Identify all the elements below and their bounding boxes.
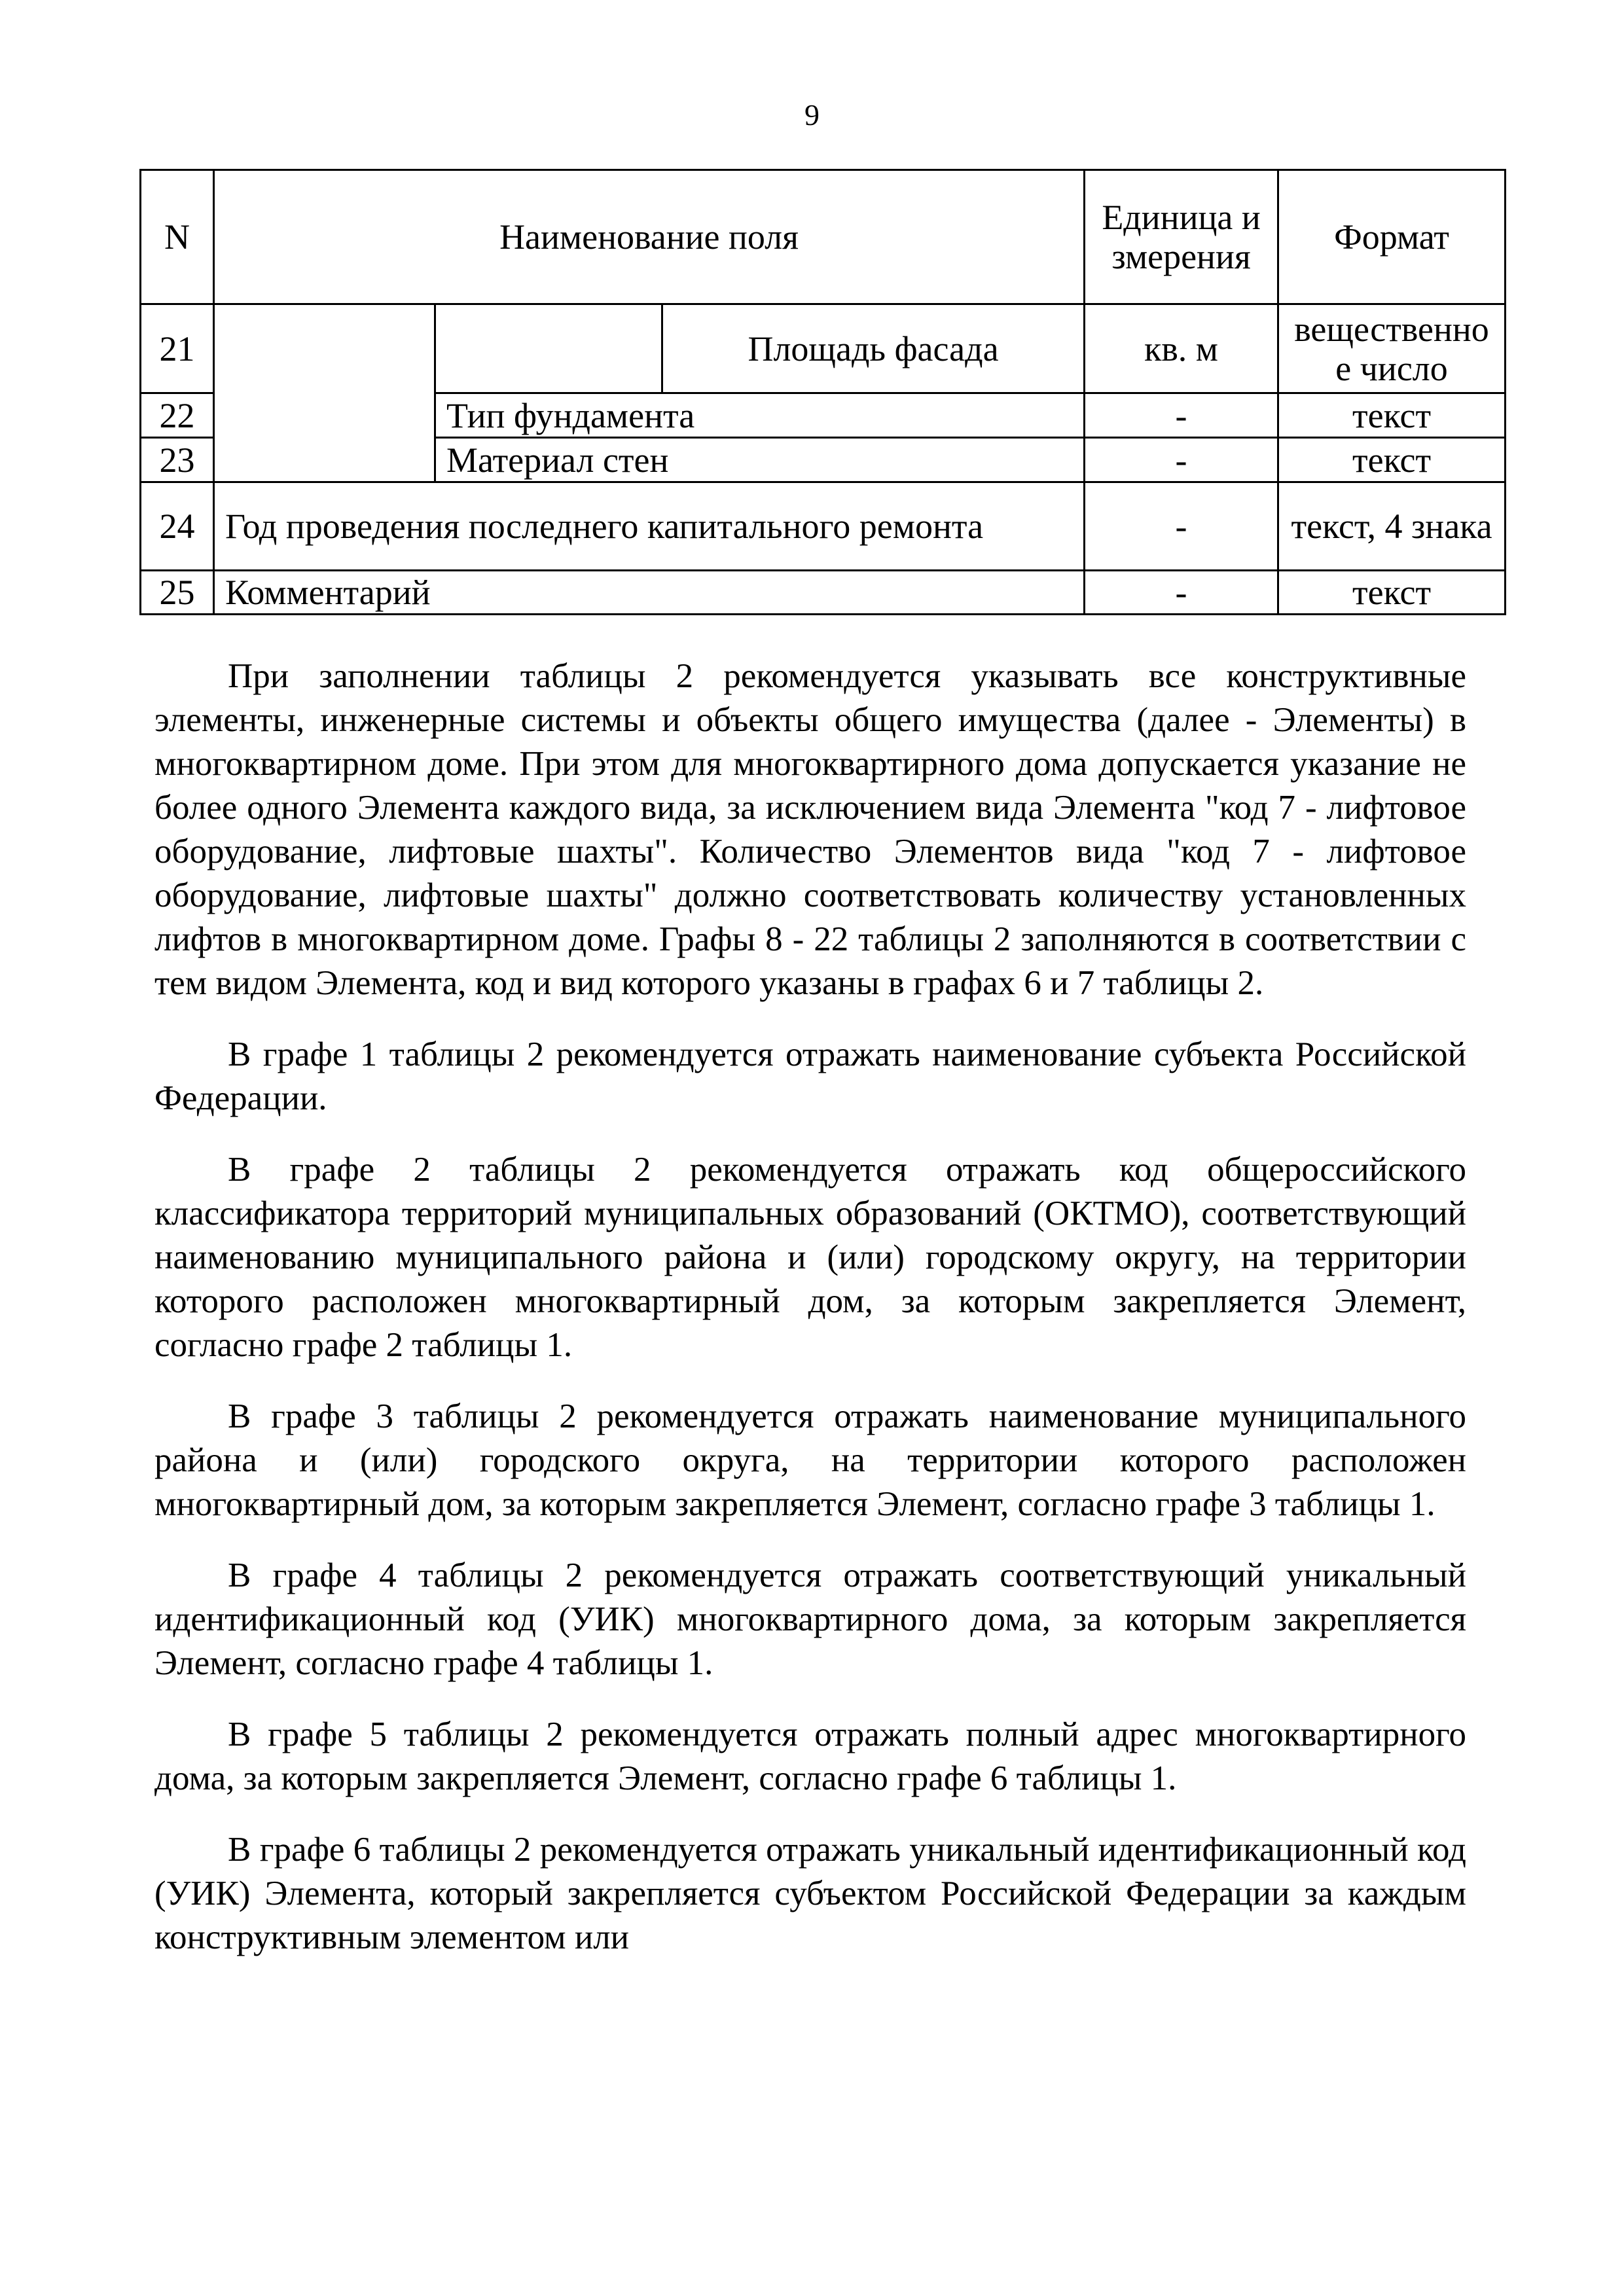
fields-table [139, 169, 1506, 615]
unit-cell: - [1085, 482, 1278, 571]
format-cell: текст, 4 знака [1278, 482, 1506, 571]
paragraph: В графе 3 таблицы 2 рекомендуется отражать наименование муниципального района и (или) городского округа, на территории которого расположен многоквартирный дом, за которым закрепляется Элемент, согласно графе 3 таблицы 1. [154, 1397, 1466, 1523]
field-name: Год проведения последнего капитального ремонта [214, 482, 1085, 571]
table-row [141, 304, 1506, 393]
row-number: 21 [141, 304, 214, 393]
format-cell: вещественное число [1278, 304, 1506, 393]
page-number: 9 [804, 98, 820, 132]
header-name: Наименование поля [214, 170, 1085, 304]
format-cell: текст [1278, 438, 1506, 482]
field-name: Материал стен [435, 438, 1085, 482]
row-number: 25 [141, 571, 214, 615]
unit-cell: - [1085, 571, 1278, 615]
header-format: Формат [1278, 170, 1506, 304]
row-number: 22 [141, 393, 214, 438]
table-row [141, 571, 1506, 615]
row-number: 24 [141, 482, 214, 571]
table-row [141, 482, 1506, 571]
field-name: Комментарий [214, 571, 1085, 615]
format-cell: текст [1278, 571, 1506, 615]
unit-cell: - [1085, 438, 1278, 482]
field-name: Тип фундамента [435, 393, 1085, 438]
row-number: 23 [141, 438, 214, 482]
header-n: N [141, 170, 214, 304]
paragraph: В графе 1 таблицы 2 рекомендуется отражать наименование субъекта Российской Федерации. [154, 1035, 1466, 1117]
table-header-row [141, 170, 1506, 304]
body-text [154, 655, 1466, 1987]
unit-cell: - [1085, 393, 1278, 438]
empty-subgroup-cell [435, 304, 662, 393]
field-name: Площадь фасада [662, 304, 1085, 393]
unit-cell: кв. м [1085, 304, 1278, 393]
paragraph: В графе 5 таблицы 2 рекомендуется отражать полный адрес многоквартирного дома, за которым закрепляется Элемент, согласно графе 6 таблицы 1. [154, 1715, 1466, 1797]
format-cell: текст [1278, 393, 1506, 438]
empty-group-cell [214, 304, 435, 482]
paragraph: В графе 2 таблицы 2 рекомендуется отражать код общероссийского классификатора территорий муниципальных образований (ОКТМО), соответствующий наименованию муниципального района и (или) городскому округу, на территории которого расположен многоквартирный дом, за которым закрепляется Элемент, согласно графе 2 таблицы 1. [154, 1151, 1466, 1364]
paragraph: При заполнении таблицы 2 рекомендуется указывать все конструктивные элементы, инженерные системы и объекты общего имущества (далее - Элементы) в многоквартирном доме. При этом для многоквартирного дома допускается указание не более одного Элемента каждого вида, за исключением вида Элемента "код 7 - лифтовое оборудование, лифтовые шахты". Количество Элементов вида "код 7 - лифтовое оборудование, лифтовые шахты" должно соответствовать количеству установленных лифтов в многоквартирном доме. Графы 8 - 22 таблицы 2 заполняются в соответствии с тем видом Элемента, код и вид которого указаны в графах 6 и 7 таблицы 2. [154, 657, 1466, 1002]
paragraph: В графе 4 таблицы 2 рекомендуется отражать соответствующий уникальный идентификационный код (УИК) многоквартирного дома, за которым закрепляется Элемент, согласно графе 4 таблицы 1. [154, 1556, 1466, 1682]
paragraph: В графе 6 таблицы 2 рекомендуется отражать уникальный идентификационный код (УИК) Элемента, который закрепляется субъектом Российской Федерации за каждым конструктивным элементом или [154, 1831, 1466, 1956]
header-unit: Единица измерения [1085, 170, 1278, 304]
